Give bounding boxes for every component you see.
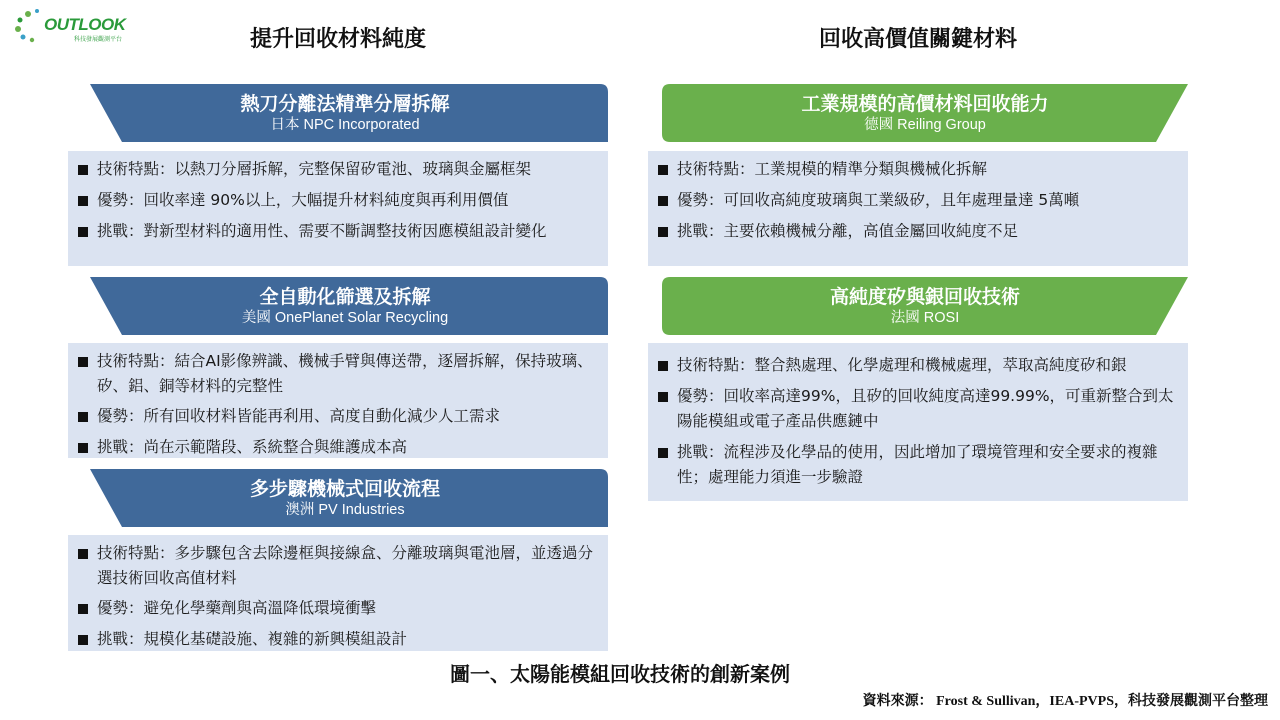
list-item: 挑戰：尚在示範階段、系統整合與維護成本高 [74, 435, 600, 460]
case-title: 工業規模的高價材料回收能力 [801, 93, 1049, 115]
case-details-reiling [648, 151, 1188, 266]
case-banner-oneplanet [82, 277, 608, 335]
list-item: 挑戰：對新型材料的適用性、需要不斷調整技術因應模組設計變化 [74, 219, 600, 244]
list-item: 優勢：可回收高純度玻璃與工業級矽，且年處理量達 5萬噸 [654, 188, 1180, 213]
list-item: 挑戰：規模化基礎設施、複雜的新興模組設計 [74, 627, 600, 652]
case-company: 德國 Reiling Group [864, 117, 986, 133]
logo-text: OUTLOOK [44, 15, 126, 34]
case-title: 高純度矽與銀回收技術 [829, 286, 1020, 308]
case-banner-rosi [662, 277, 1188, 335]
list-item: 技術特點：多步驟包含去除邊框與接線盒、分離玻璃與電池層，並透過分選技術回收高值材料 [74, 541, 600, 591]
square-bullet-icon [658, 448, 668, 458]
case-company: 美國 OnePlanet Solar Recycling [241, 310, 449, 326]
square-bullet-icon [78, 196, 88, 206]
source-note: 資料來源： Frost & Sullivan，IEA-PVPS，科技發展觀測平台整理 [862, 694, 1268, 709]
case-company: 澳洲 PV Industries [285, 502, 405, 518]
case-details-rosi [648, 343, 1188, 501]
list-item: 技術特點：結合AI影像辨識、機械手臂與傳送帶，逐層拆解，保持玻璃、矽、鋁、銅等材料的完整性 [74, 349, 600, 399]
square-bullet-icon [658, 165, 668, 175]
list-item: 挑戰：流程涉及化學品的使用，因此增加了環境管理和安全要求的複雜性；處理能力須進一步驗證 [654, 440, 1180, 490]
case-details-oneplanet [68, 343, 608, 458]
list-item: 挑戰：主要依賴機械分離，高值金屬回收純度不足 [654, 219, 1180, 244]
square-bullet-icon [78, 604, 88, 614]
case-details-npc [68, 151, 608, 266]
square-bullet-icon [78, 412, 88, 422]
case-title: 全自動化篩選及拆解 [259, 286, 431, 308]
square-bullet-icon [658, 227, 668, 237]
list-item: 優勢：回收率高達99%，且矽的回收純度高達99.99%，可重新整合到太陽能模組或電子產品供應鏈中 [654, 384, 1180, 434]
case-banner-npc [82, 84, 608, 142]
square-bullet-icon [78, 635, 88, 645]
case-details-pv-industries [68, 535, 608, 651]
square-bullet-icon [658, 361, 668, 371]
list-item: 優勢：避免化學藥劑與高溫降低環境衝擊 [74, 596, 600, 621]
list-item: 技術特點：以熱刀分層拆解，完整保留矽電池、玻璃與金屬框架 [74, 157, 600, 182]
case-banner-reiling [662, 84, 1188, 142]
square-bullet-icon [78, 443, 88, 453]
logo-subtitle: 科技發展觀測平台 [74, 36, 123, 43]
list-item: 技術特點：整合熱處理、化學處理和機械處理，萃取高純度矽和銀 [654, 353, 1180, 378]
case-company: 日本 NPC Incorporated [270, 117, 420, 133]
square-bullet-icon [78, 549, 88, 559]
case-banner-pv-industries [82, 469, 608, 527]
square-bullet-icon [658, 392, 668, 402]
square-bullet-icon [78, 227, 88, 237]
figure-caption: 圖一、太陽能模組回收技術的創新案例 [450, 662, 790, 686]
list-item: 技術特點：工業規模的精準分類與機械化拆解 [654, 157, 1180, 182]
square-bullet-icon [78, 165, 88, 175]
case-title: 多步驟機械式回收流程 [249, 478, 440, 500]
case-company: 法國 ROSI [890, 310, 960, 326]
square-bullet-icon [78, 357, 88, 367]
square-bullet-icon [658, 196, 668, 206]
case-title: 熱刀分離法精準分層拆解 [240, 93, 450, 115]
list-item: 優勢：所有回收材料皆能再利用、高度自動化減少人工需求 [74, 404, 600, 429]
left-column-title: 提升回收材料純度 [249, 27, 426, 52]
right-column-title: 回收高價值關鍵材料 [818, 27, 1017, 52]
list-item: 優勢：回收率達 90%以上，大幅提升材料純度與再利用價值 [74, 188, 600, 213]
